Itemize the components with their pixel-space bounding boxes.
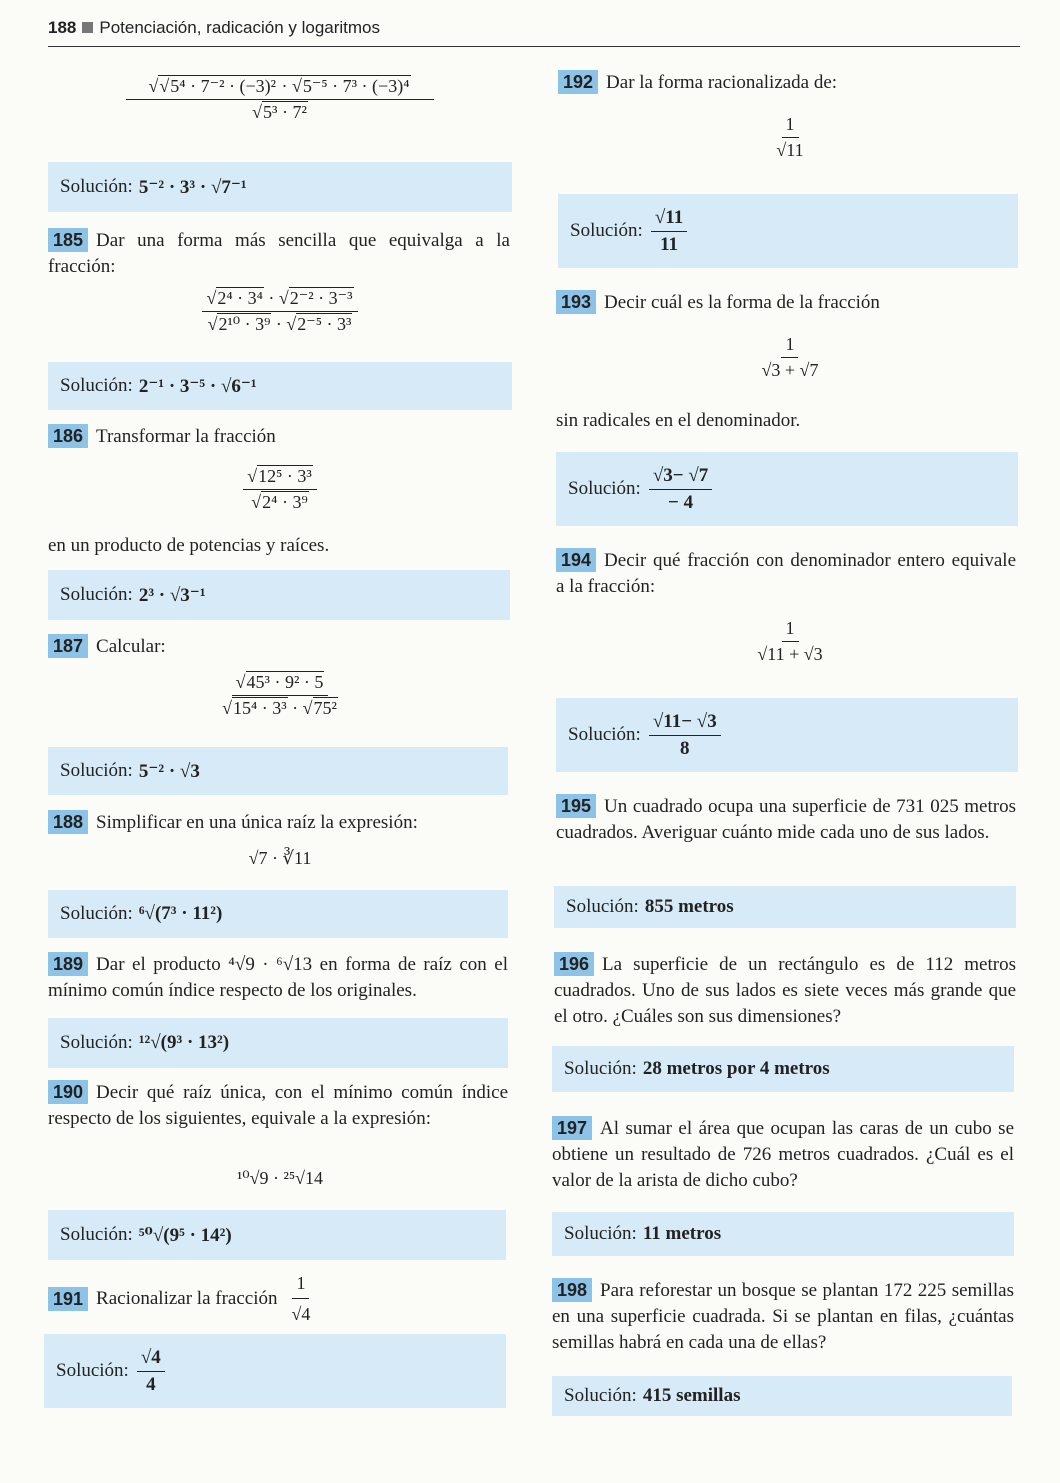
formula-194 xyxy=(720,618,860,665)
solution-label: Solución: xyxy=(564,1223,637,1244)
solution-fraction xyxy=(649,711,721,760)
fraction-numerator: √4 xyxy=(137,1347,165,1372)
problem-text: La superficie de un rectángulo es de 112 metros cuadrados. Uno de sus lados es siete veces más grande que el otro. ¿Cuáles son sus dimensiones? xyxy=(554,954,1016,1027)
fraction-numerator: √3− √7 xyxy=(649,465,712,490)
fraction-numerator: 1 xyxy=(292,1270,309,1299)
chapter-title: Potenciación, radicación y logaritmos xyxy=(99,18,381,37)
solution-box xyxy=(48,747,508,795)
fraction-numerator: √11− √3 xyxy=(649,711,721,736)
formula-192 xyxy=(740,114,840,161)
fraction-denominator: − 4 xyxy=(668,491,694,513)
problem-193 xyxy=(556,290,1016,316)
problem-number: 193 xyxy=(556,290,596,314)
formula-term: 2⁻² · 3⁻³ xyxy=(289,288,353,308)
problem-text: en un producto de potencias y raíces. xyxy=(48,535,330,556)
fraction-denominator: 8 xyxy=(680,737,690,759)
solution-box xyxy=(48,362,512,410)
problem-number: 185 xyxy=(48,228,88,252)
problem-number: 194 xyxy=(556,548,596,572)
problem-number: 186 xyxy=(48,424,88,448)
problem-number: 192 xyxy=(558,70,598,94)
solution-label: Solución: xyxy=(568,724,641,745)
problem-number: 197 xyxy=(552,1116,592,1140)
problem-187 xyxy=(48,634,510,660)
solution-value: 5⁻² · √3 xyxy=(138,760,200,782)
problem-196 xyxy=(554,952,1016,1030)
problem-189 xyxy=(48,952,508,1004)
problem-text: Un cuadrado ocupa una superficie de 731 025 metros cuadrados. Averiguar cuánto mide cada uno de sus lados. xyxy=(556,796,1016,843)
page-number: 188 xyxy=(48,18,77,37)
problem-text: Decir qué fracción con denominador entero equivale a la fracción: xyxy=(556,550,1016,597)
problem-text: sin radicales en el denominador. xyxy=(556,410,801,431)
problem-number: 190 xyxy=(48,1080,88,1104)
problem-text: Calcular: xyxy=(96,636,166,657)
problem-186 xyxy=(48,424,510,450)
fraction-denominator: √4 xyxy=(291,1304,311,1324)
problem-194 xyxy=(556,548,1016,600)
problem-text: Dar una forma más sencilla que equivalga a la fracción: xyxy=(48,230,510,277)
solution-box xyxy=(556,698,1018,772)
problem-text: Dar la forma racionalizada de: xyxy=(606,72,838,93)
fraction-numerator: 1 xyxy=(782,114,799,138)
formula-term: 75² xyxy=(313,698,337,718)
solution-label: Solución: xyxy=(56,1360,129,1381)
solution-label: Solución: xyxy=(564,1058,637,1079)
formula-185: √ 2⁴ · 3⁴ · √ 2⁻² · 3⁻³ √ 2¹⁰ · 3⁹ · √ 2⁻⁵ · 3³ xyxy=(180,288,380,335)
problem-text: Al sumar el área que ocupan las caras de un cubo se obtiene un resultado de 726 metros cuadrados. ¿Cuál es el valor de la arista de dicho cubo? xyxy=(552,1118,1014,1191)
solution-fraction xyxy=(649,465,712,514)
solution-value: ⁵⁰√(9⁵ · 14²) xyxy=(138,1224,232,1246)
formula-187: √ 45³ · 9² · 5 √ 15⁴ · 3³ · √ 75² xyxy=(190,672,370,719)
fraction-numerator: √11 xyxy=(651,207,687,232)
problem-text: Simplificar en una única raíz la expresión: xyxy=(96,812,418,833)
problem-185 xyxy=(48,228,510,280)
problem-number: 189 xyxy=(48,952,88,976)
formula-188: √7 · ∛11 xyxy=(248,848,312,868)
solution-value: ⁶√(7³ · 11²) xyxy=(138,903,223,924)
formula-term: 2⁴ · 3⁹ xyxy=(262,492,308,512)
formula-term: 5⁻⁵ · 7³ · (−3)⁴ xyxy=(302,76,410,96)
solution-label: Solución: xyxy=(566,896,639,917)
solution-label: Solución: xyxy=(564,1385,637,1406)
solution-box xyxy=(554,886,1016,928)
problem-text: Decir cuál es la forma de la fracción xyxy=(604,292,880,313)
problem-text: Para reforestar un bosque se plantan 172 225 semillas en una superficie cuadrada. Si se plantan en filas, ¿cuántas semillas habrá en cada una de ellas? xyxy=(552,1280,1014,1353)
solution-value: 28 metros por 4 metros xyxy=(642,1058,830,1079)
header-square-icon xyxy=(82,22,93,33)
solution-label: Solución: xyxy=(570,220,643,241)
solution-value: 2⁻¹ · 3⁻⁵ · √6⁻¹ xyxy=(138,375,257,397)
solution-label: Solución: xyxy=(60,584,133,605)
formula-term: 5⁴ · 7⁻² · (−3)² xyxy=(170,76,276,96)
formula-186 xyxy=(210,466,350,513)
problem-191 xyxy=(48,1270,508,1327)
solution-label: Solución: xyxy=(60,176,133,197)
solution-label: Solución: xyxy=(60,903,133,924)
problem-text: Transformar la fracción xyxy=(96,426,276,447)
top-formula: √√ 5⁴ · 7⁻² · (−3)² · √ 5⁻⁵ · 7³ · (−3)⁴ √ 5³ · 7² xyxy=(120,76,440,123)
solution-fraction xyxy=(137,1347,165,1396)
fraction-numerator: 1 xyxy=(782,618,799,642)
problem-number: 187 xyxy=(48,634,88,658)
solution-box xyxy=(48,1210,506,1260)
problem-197 xyxy=(552,1116,1014,1194)
solution-box xyxy=(48,162,512,212)
solution-label: Solución: xyxy=(60,760,133,781)
formula-term: 12⁵ · 3³ xyxy=(258,466,312,486)
problem-number: 196 xyxy=(554,952,594,976)
solution-box xyxy=(48,890,508,938)
formula-term: 15⁴ · 3³ xyxy=(232,698,287,718)
solution-value: 11 metros xyxy=(642,1223,722,1244)
solution-box xyxy=(552,1376,1012,1416)
fraction-numerator: 1 xyxy=(781,334,798,358)
fraction-denominator: √11 + √3 xyxy=(757,644,823,664)
formula-term: 2⁴ · 3⁴ xyxy=(217,288,263,308)
formula-term: 2⁻⁵ · 3³ xyxy=(297,314,352,334)
solution-box xyxy=(48,1018,508,1068)
solution-value: 415 semillas xyxy=(642,1385,741,1406)
problem-text: Dar el producto ⁴√9 · ⁶√13 en forma de raíz con el mínimo común índice respecto de los originales. xyxy=(48,954,508,1001)
problem-number: 188 xyxy=(48,810,88,834)
problem-192 xyxy=(558,70,1018,96)
solution-label: Solución: xyxy=(60,1224,133,1245)
solution-value: ¹²√(9³ · 13²) xyxy=(138,1032,230,1053)
formula-term: 2¹⁰ · 3⁹ xyxy=(218,314,271,334)
problem-198 xyxy=(552,1278,1014,1356)
solution-label: Solución: xyxy=(568,478,641,499)
formula-term: 5³ · 7² xyxy=(263,102,307,122)
formula-193 xyxy=(720,334,860,381)
problem-text: Decir qué raíz única, con el mínimo común índice respecto de los siguientes, equivale a la expresión: xyxy=(48,1082,508,1129)
problem-188 xyxy=(48,810,510,836)
problem-number: 191 xyxy=(48,1287,88,1311)
problem-number: 195 xyxy=(556,794,596,818)
problem-text: Racionalizar la fracción xyxy=(96,1287,278,1309)
problem-190 xyxy=(48,1080,508,1132)
solution-box xyxy=(558,194,1018,268)
fraction-191 xyxy=(288,1270,315,1327)
solution-box xyxy=(552,1046,1014,1092)
solution-box xyxy=(48,570,510,620)
solution-box xyxy=(556,452,1018,526)
solution-fraction xyxy=(651,207,687,256)
solution-label: Solución: xyxy=(60,375,133,396)
formula-190: ¹⁰√9 · ²⁵√14 xyxy=(236,1168,324,1188)
problem-195 xyxy=(556,794,1016,846)
fraction-denominator: 4 xyxy=(146,1373,156,1395)
solution-value: 5⁻² · 3³ · √7⁻¹ xyxy=(138,176,247,198)
fraction-denominator: √11 xyxy=(776,140,804,160)
solution-label: Solución: xyxy=(60,1032,133,1053)
solution-value: 2³ · √3⁻¹ xyxy=(138,584,206,606)
solution-value: 855 metros xyxy=(644,896,734,917)
solution-box xyxy=(44,1334,506,1408)
fraction-denominator: 11 xyxy=(660,233,679,255)
solution-box xyxy=(552,1212,1014,1256)
page-header xyxy=(48,18,1020,47)
formula-term: 45³ · 9² · 5 xyxy=(246,672,324,692)
problem-number: 198 xyxy=(552,1278,592,1302)
fraction-denominator: √3 + √7 xyxy=(761,360,819,380)
